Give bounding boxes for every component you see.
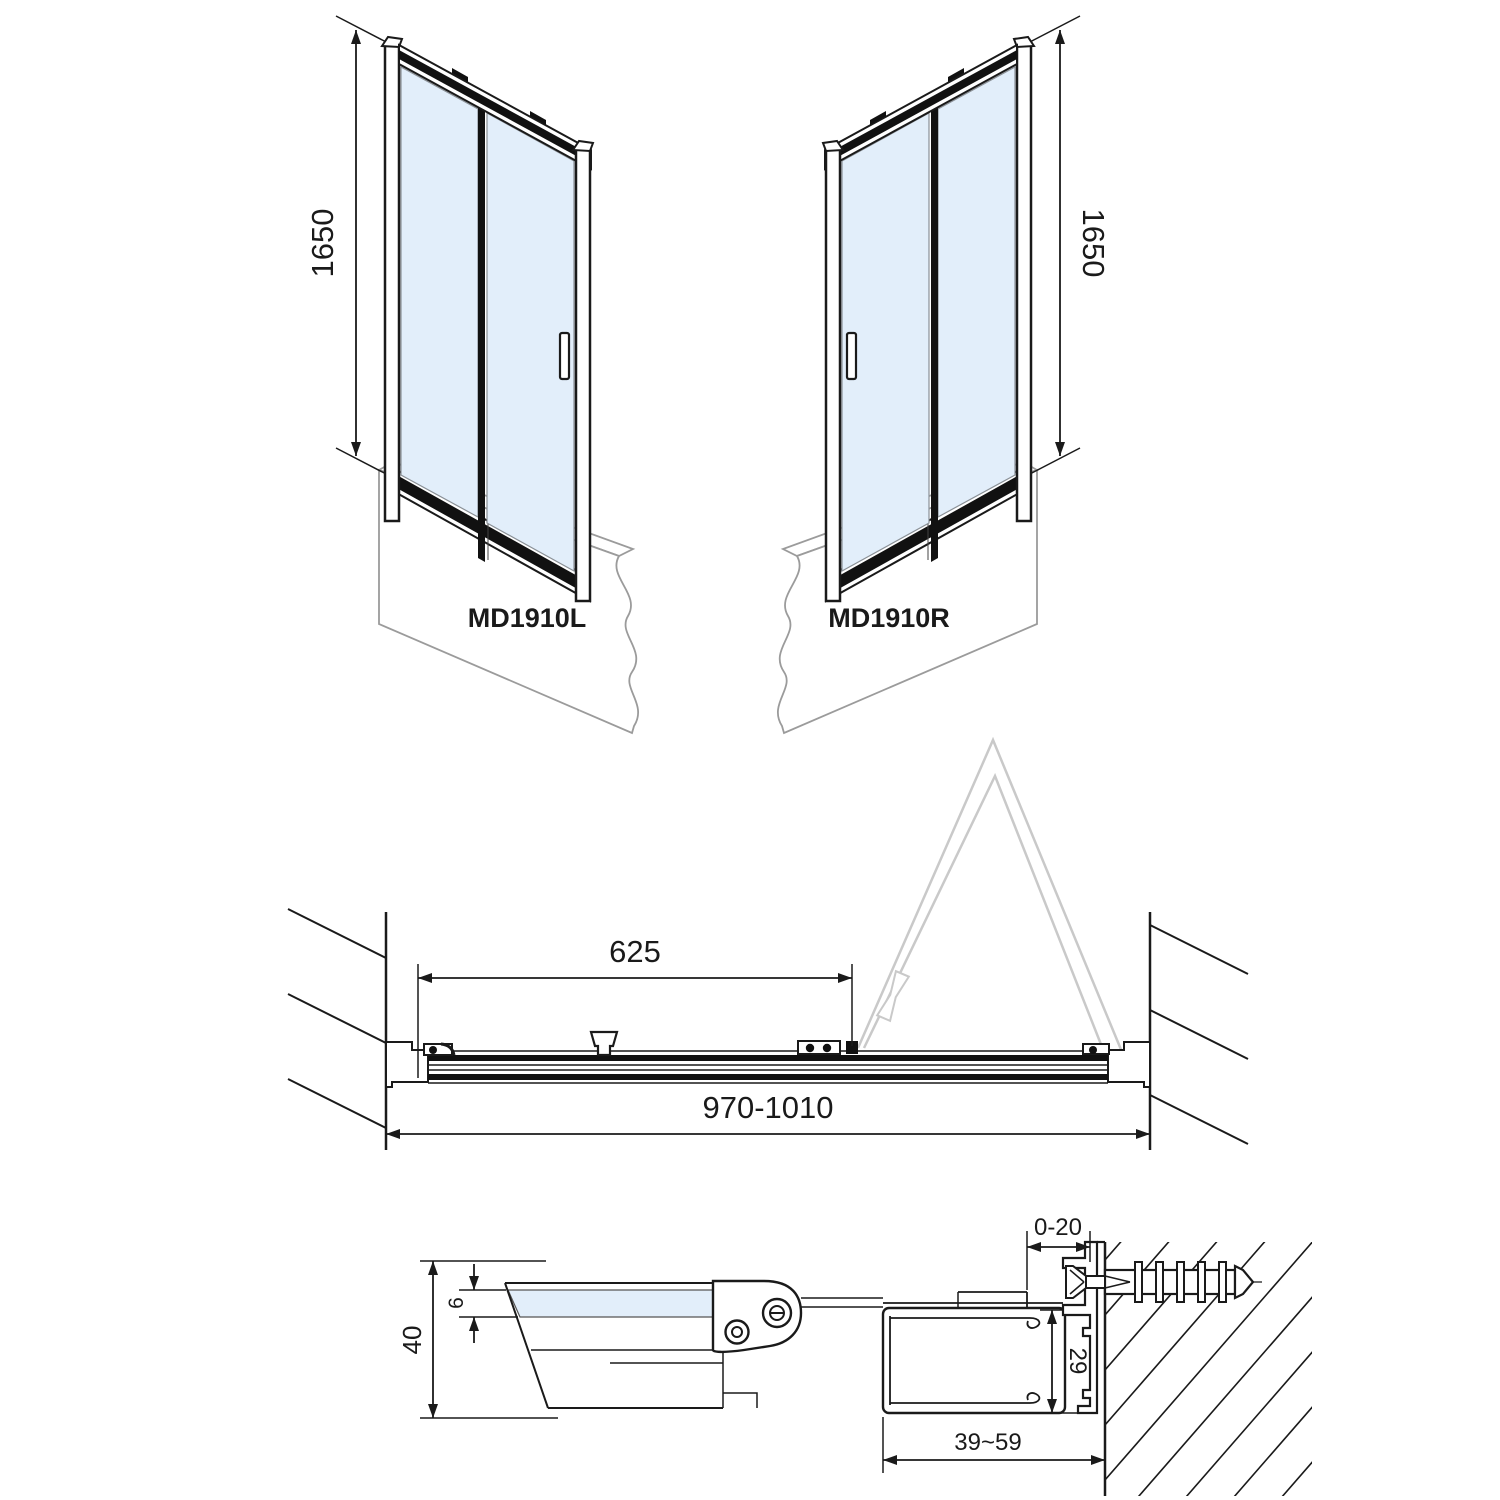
right-frame-post: [576, 149, 590, 601]
anchor-rib: [1177, 1262, 1184, 1302]
door-panel-section: [505, 1281, 883, 1408]
dim-profile-depth: 40: [397, 1325, 427, 1355]
dim-glass-thickness: 6: [445, 1297, 468, 1309]
overall-width-dimension: [386, 1090, 1150, 1134]
panel-divider: [478, 106, 485, 562]
dim-wall-profile-height: 29: [1064, 1347, 1091, 1375]
dim-extension-bottom: [336, 448, 390, 476]
roller-wheel: [806, 1044, 814, 1052]
track-band-bottom: [428, 1074, 1108, 1080]
wall-hatch: [1105, 1216, 1335, 1480]
anchor-rib: [1198, 1262, 1205, 1302]
ghost-door-inner: [864, 776, 1104, 1052]
screw-shaft: [1086, 1276, 1105, 1288]
wall-hatch: [1105, 1106, 1335, 1370]
wall-hatch: [1150, 1095, 1248, 1144]
plan-view: [288, 740, 1248, 1150]
roller-wheel: [429, 1046, 437, 1054]
wall-hatch: [1150, 925, 1248, 974]
depth-dimension: [397, 1261, 558, 1418]
u-profile-body: [883, 1308, 1065, 1413]
wall-hatch: [288, 909, 386, 958]
dim-door-height-left: 1650: [305, 208, 340, 278]
adjustment-dimension: [883, 1417, 1105, 1473]
anchor-rib: [1156, 1262, 1163, 1302]
roller-wheel: [823, 1044, 831, 1052]
plan-wall-right: [1150, 912, 1248, 1150]
anchor-rib: [1219, 1262, 1226, 1302]
wall-bracket-right: [1108, 1042, 1150, 1087]
anchor-body: [1105, 1270, 1235, 1294]
roller-wheel: [1089, 1046, 1097, 1054]
wall-hatch: [1105, 1436, 1335, 1500]
roller-carrier-mid: [798, 1041, 840, 1054]
adjustable-profile: [883, 1292, 1065, 1413]
dim-wall-gap: 0-20: [1033, 1214, 1083, 1241]
wall-hatch: [1150, 1010, 1248, 1059]
model-label-left: MD1910L: [467, 603, 587, 633]
wall-hatch: [288, 1079, 386, 1128]
left-frame-post: [385, 45, 399, 521]
dim-overall-width: 970-1010: [702, 1090, 834, 1125]
wall-hatch: [1105, 1326, 1335, 1500]
fixed-glass-panel: [401, 67, 478, 517]
model-label-right: MD1910R: [828, 603, 950, 633]
height-dimension: [336, 16, 390, 476]
glass-thickness-dimension: [445, 1264, 518, 1343]
panel-step: [723, 1393, 757, 1408]
track-profile: [386, 1032, 1150, 1087]
track-band-top: [428, 1055, 1108, 1061]
wall-hatch: [1105, 996, 1335, 1260]
door-handle: [560, 333, 569, 379]
anchor-rib: [1135, 1262, 1142, 1302]
dim-adjustment-range: 39~59: [954, 1429, 1022, 1456]
ghost-open-door: [858, 740, 1122, 1052]
anchor-tip: [1235, 1266, 1253, 1298]
wall-hatch: [288, 994, 386, 1043]
dim-extension-top: [336, 16, 390, 44]
glass-section: [508, 1290, 723, 1317]
wall-bracket-left: [386, 1042, 428, 1087]
dim-door-height-right: 1650: [1076, 208, 1111, 278]
roller-axle-small: [732, 1327, 742, 1337]
plan-wall-left: [288, 909, 386, 1150]
section-detail: [397, 996, 1335, 1500]
dim-opening-width: 625: [609, 934, 661, 969]
